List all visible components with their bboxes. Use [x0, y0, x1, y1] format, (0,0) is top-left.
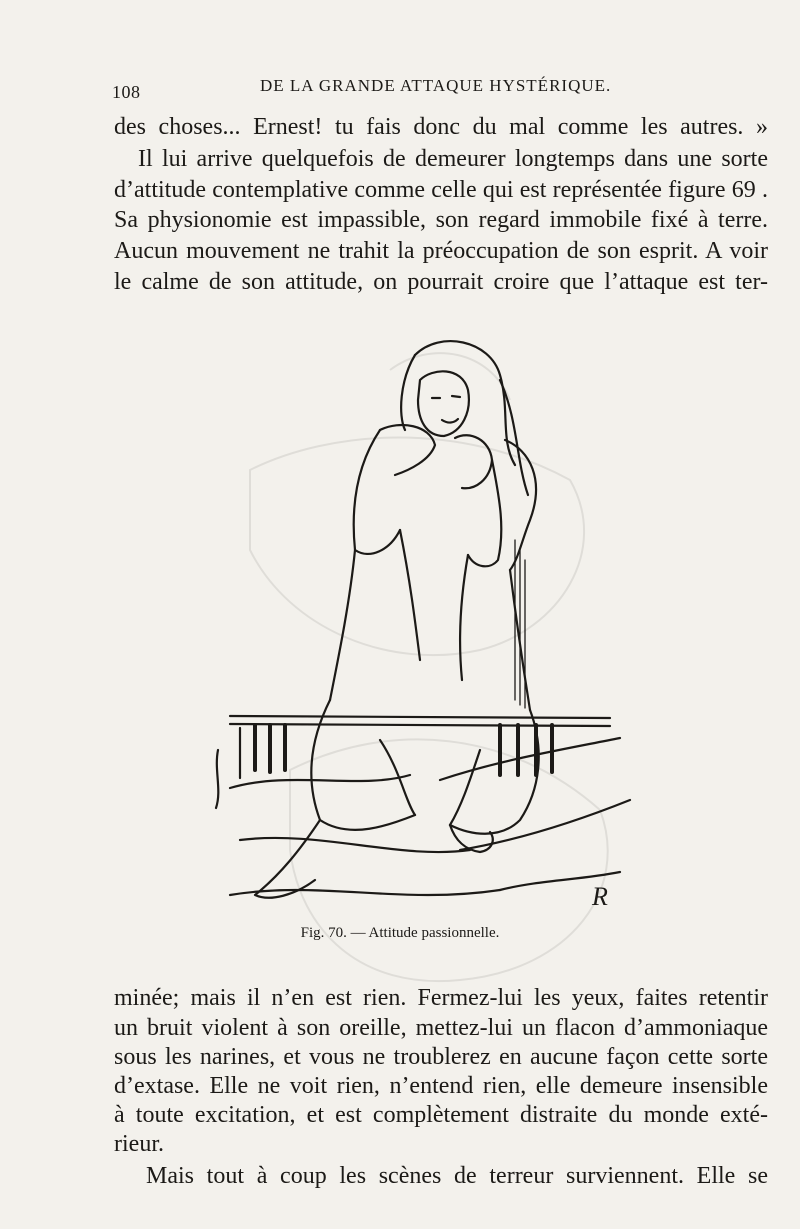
text-line: rieur.: [114, 1131, 164, 1157]
text-line: Aucun mouvement ne trahit la préoccupation de son esprit. A voir: [114, 238, 768, 264]
text-line: des choses... Ernest! tu fais donc du mal comme les autres. »: [114, 114, 768, 140]
figure-illustration: [200, 320, 640, 920]
text-line: minée; mais il n’en est rien. Fermez-lui les yeux, faites retentir: [114, 985, 768, 1011]
figure-caption: Fig. 70. — Attitude passionnelle.: [300, 925, 500, 941]
text-line: d’extase. Elle ne voit rien, n’entend rien, elle demeure insensible: [114, 1073, 768, 1099]
text-line: à toute excitation, et est complètement distraite du monde exté-: [114, 1102, 768, 1128]
text-line: le calme de son attitude, on pourrait croire que l’attaque est ter-: [114, 269, 768, 295]
illustrator-signature: R: [592, 882, 608, 911]
running-header: [112, 74, 772, 104]
text-line: d’attitude contemplative comme celle qui est représentée figure 69 .: [114, 177, 768, 203]
text-line: un bruit violent à son oreille, mettez-lui un flacon d’ammoniaque: [114, 1015, 768, 1041]
text-line: sous les narines, et vous ne troublerez en aucune façon cette sorte: [114, 1044, 768, 1070]
text-line: Sa physionomie est impassible, son regard immobile fixé à terre.: [114, 207, 768, 233]
text-line: Mais tout à coup les scènes de terreur surviennent. Elle se: [146, 1163, 768, 1189]
text-line: Il lui arrive quelquefois de demeurer longtemps dans une sorte: [138, 146, 768, 172]
page-number: 108: [112, 82, 141, 102]
running-title: DE LA GRANDE ATTAQUE HYSTÉRIQUE.: [260, 76, 612, 95]
